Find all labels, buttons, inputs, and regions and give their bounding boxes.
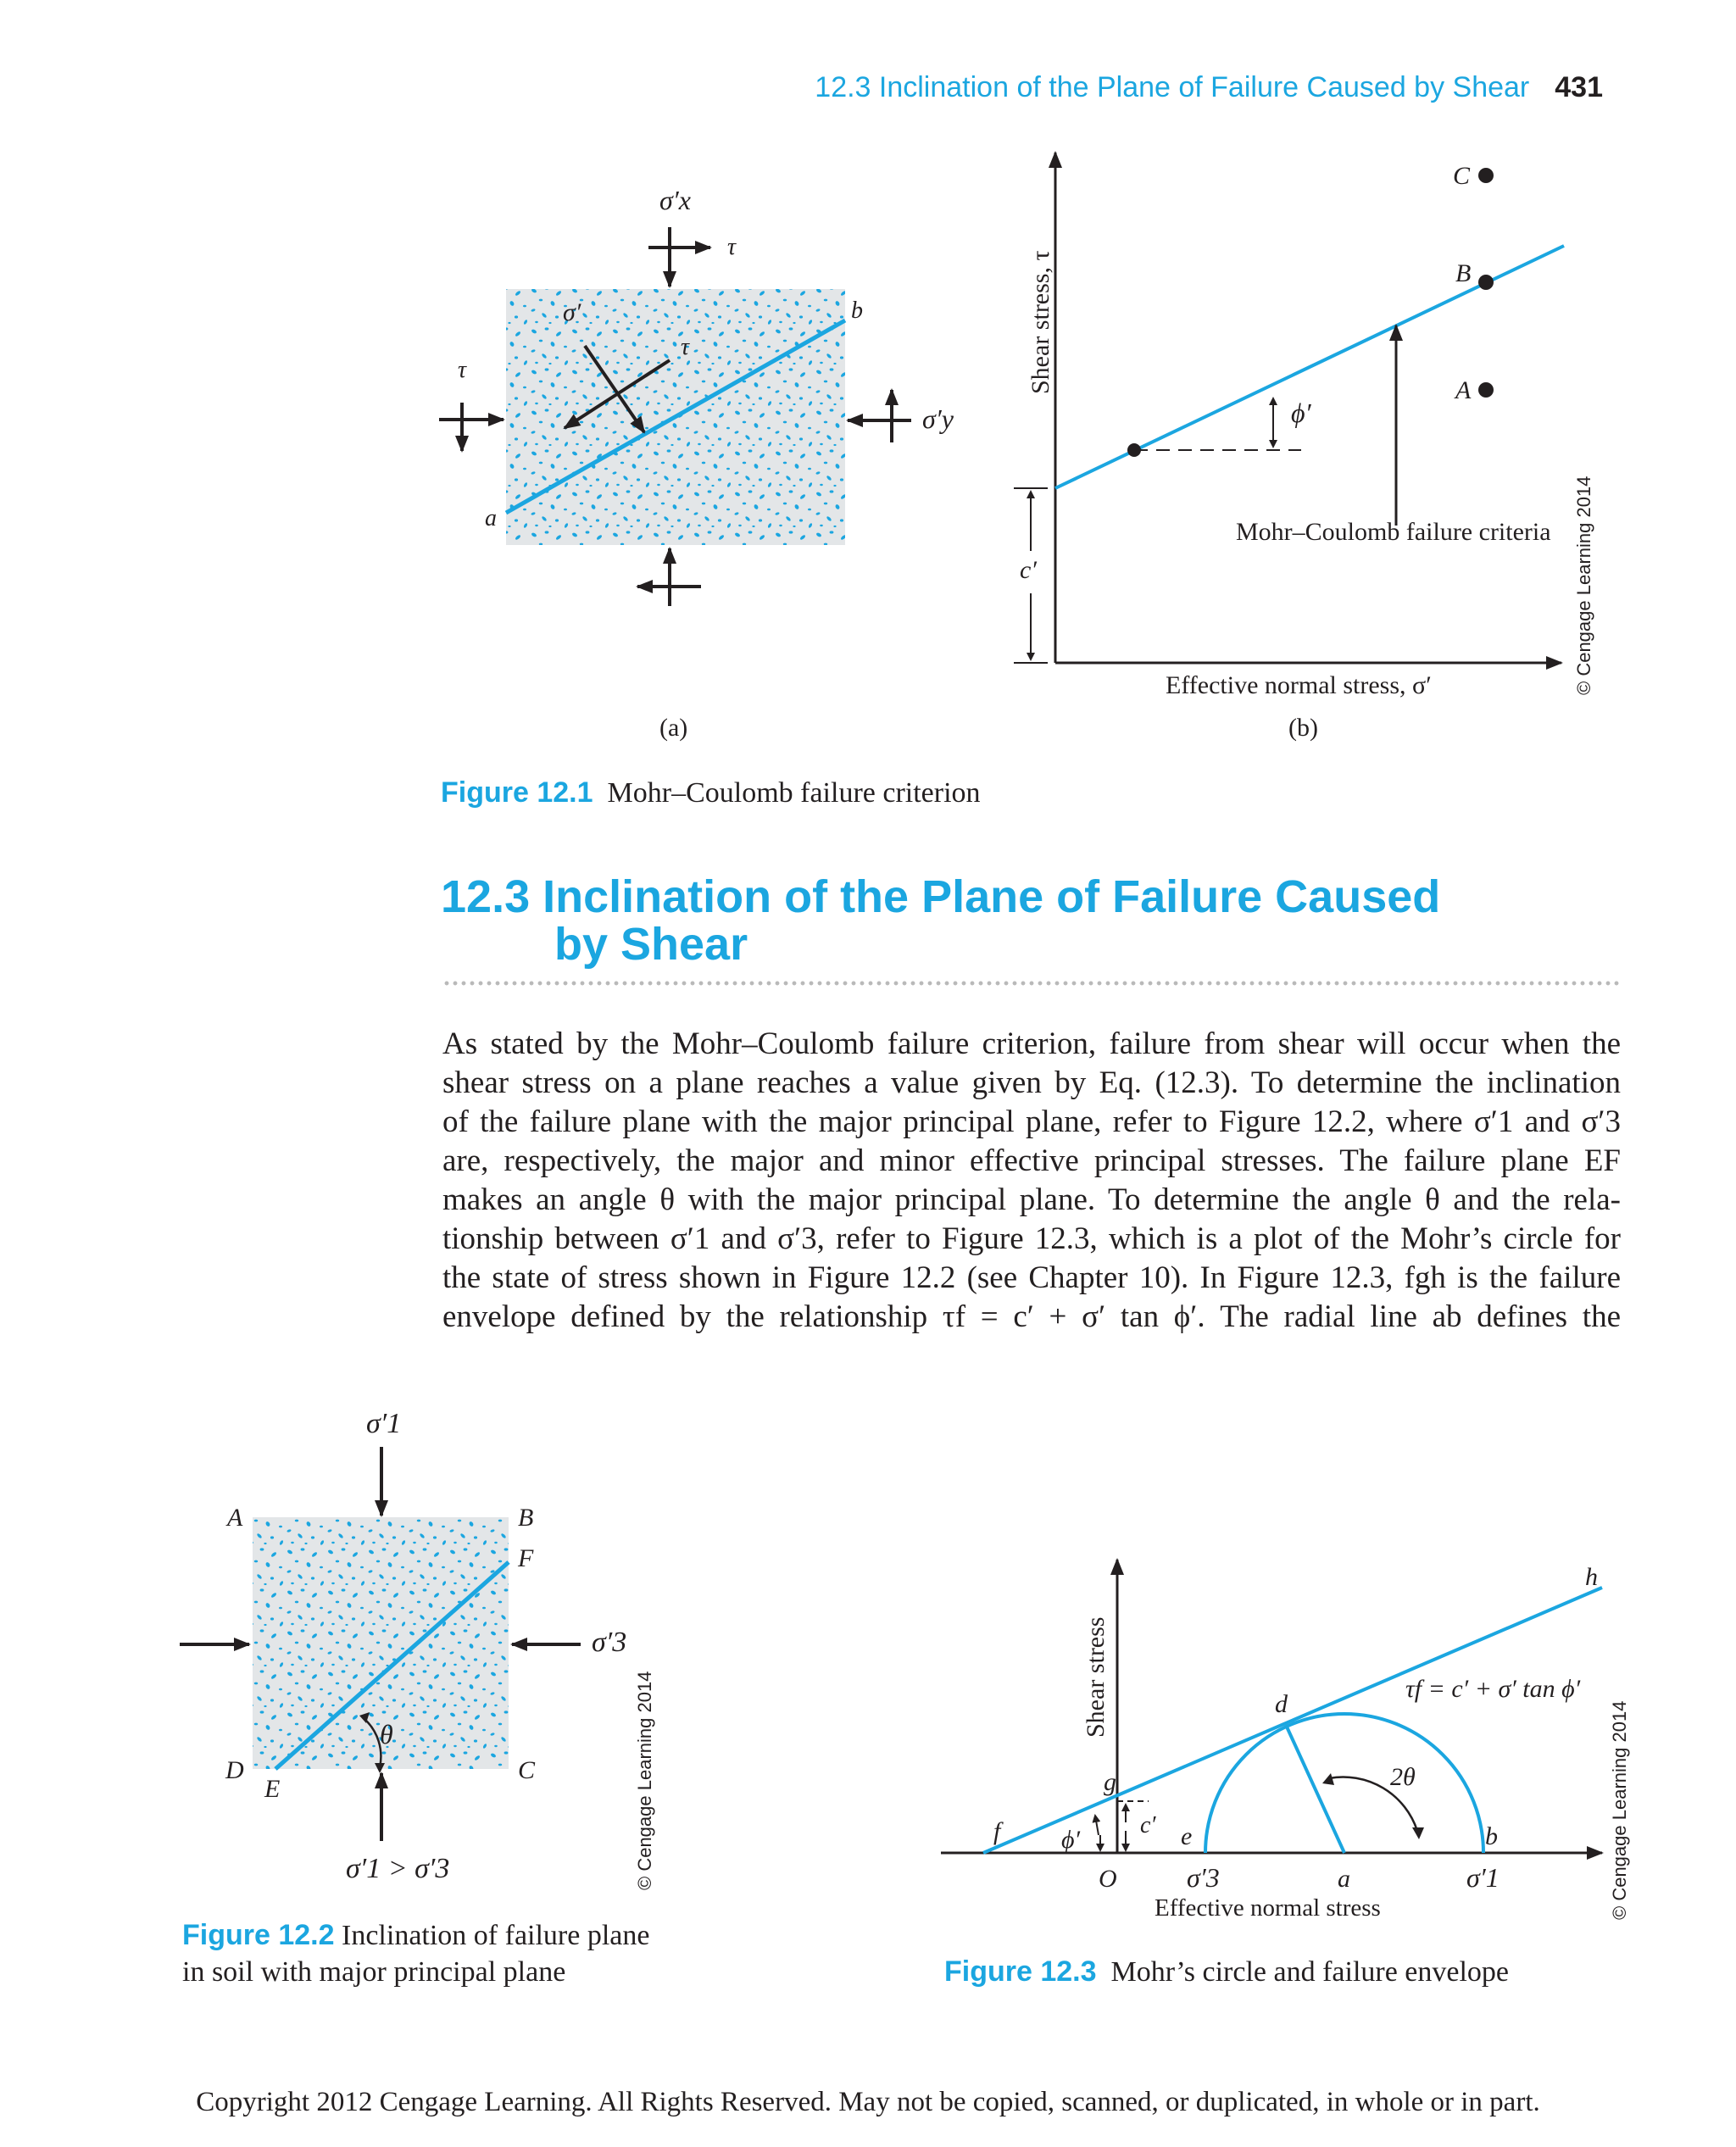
svg-text:B: B xyxy=(1455,259,1472,287)
origin-label: O xyxy=(1099,1865,1117,1893)
svg-text:C: C xyxy=(518,1756,536,1784)
running-head-title: 12.3 Inclination of the Plane of Failure Caused by Shear xyxy=(815,71,1530,103)
copyright-footer: Copyright 2012 Cengage Learning. All Rights Reserved. May not be copied, scanned, or duplicated, in whole or in part. xyxy=(196,2087,1540,2117)
theta-label: θ xyxy=(380,1719,393,1749)
credit-12-3: © Cengage Learning 2014 xyxy=(1609,1700,1630,1920)
credit-12-1: © Cengage Learning 2014 xyxy=(1573,476,1594,695)
svg-text:d: d xyxy=(1275,1690,1288,1718)
body-paragraph xyxy=(442,1025,1621,1337)
sigma-y-label: σ′y xyxy=(922,403,954,434)
fig-12-3-x-axis-label: Effective normal stress xyxy=(1155,1894,1381,1922)
svg-text:F: F xyxy=(518,1544,534,1572)
intercept-c-label: c′ xyxy=(1020,556,1037,584)
failure-envelope-fgh xyxy=(983,1588,1602,1853)
phi-label: ϕ′ xyxy=(1061,1826,1081,1854)
section-title-line2: by Shear xyxy=(554,919,748,970)
mohr-coulomb-line-label: Mohr–Coulomb failure criteria xyxy=(1236,518,1551,546)
panel-b-x-axis-label: Effective normal stress, σ′ xyxy=(1166,671,1432,699)
point-a-label: a xyxy=(485,505,497,531)
two-theta-label: 2θ xyxy=(1390,1763,1416,1791)
caption-text: in soil with major principal plane xyxy=(182,1956,566,1988)
caption-text: Mohr–Coulomb failure criterion xyxy=(607,777,981,809)
envelope-equation: τf = c′ + σ′ tan ϕ′ xyxy=(1405,1675,1581,1703)
caption-text: Inclination of failure plane xyxy=(342,1920,650,1951)
panel-b-label: (b) xyxy=(1288,714,1318,742)
phi-angle-label: ϕ′ xyxy=(1291,398,1311,428)
panel-a-label: (a) xyxy=(659,714,688,742)
sigma3-right-label: σ′3 xyxy=(592,1627,627,1658)
sigma3-axis-label: σ′3 xyxy=(1187,1862,1220,1893)
figure-12-3-caption xyxy=(944,1954,1509,1990)
svg-text:f: f xyxy=(993,1817,1001,1845)
svg-text:C: C xyxy=(1453,162,1471,190)
page-number: 431 xyxy=(1555,71,1603,103)
section-heading xyxy=(441,873,1628,968)
svg-text:A: A xyxy=(1455,376,1472,404)
panel-b-y-axis-label: Shear stress, τ xyxy=(1027,250,1054,394)
sigma-inner-label: σ′ xyxy=(563,298,581,326)
radial-line-ad xyxy=(1286,1725,1344,1853)
paragraph-line: shear stress on a plane reaches a value given by Eq. (12.3). To determine the inclination xyxy=(442,1065,1621,1100)
mohr-circle xyxy=(1205,1714,1483,1853)
sigma-x-label: σ′x xyxy=(659,185,691,215)
paragraph-line: are, respectively, the major and minor effective principal stresses. The failure plane EF xyxy=(442,1143,1621,1178)
svg-text:E: E xyxy=(264,1775,281,1803)
paragraph-line: the state of stress shown in Figure 12.2 (see Chapter 10). In Figure 12.3, fgh is the failure xyxy=(442,1260,1621,1295)
paragraph-line: envelope defined by the relationship τf = c′ + σ′ tan ϕ′. The radial line ab defines the xyxy=(442,1299,1621,1334)
point-A xyxy=(1478,382,1494,398)
caption-number: Figure 12.3 xyxy=(944,1955,1097,1988)
figure-12-2-caption xyxy=(182,1917,649,1990)
point-B xyxy=(1478,275,1494,290)
caption-number: Figure 12.1 xyxy=(441,776,593,809)
svg-text:B: B xyxy=(518,1504,534,1532)
paragraph-line: As stated by the Mohr–Coulomb failure criterion, failure from shear will occur when the xyxy=(442,1026,1621,1061)
svg-text:h: h xyxy=(1585,1563,1598,1591)
tau-left-label: τ xyxy=(458,357,467,383)
point-C xyxy=(1478,168,1494,183)
svg-text:b: b xyxy=(1485,1822,1498,1850)
c-label: c′ xyxy=(1140,1812,1156,1838)
svg-text:A: A xyxy=(227,1504,243,1532)
credit-12-2: © Cengage Learning 2014 xyxy=(634,1671,655,1890)
point-b-label: b xyxy=(851,298,863,324)
svg-text:e: e xyxy=(1181,1822,1193,1850)
svg-text:g: g xyxy=(1104,1768,1116,1796)
section-title-line1: 12.3 Inclination of the Plane of Failure Caused xyxy=(441,871,1441,922)
condition-label: σ′1 > σ′3 xyxy=(346,1853,450,1884)
sigma1-top-label: σ′1 xyxy=(366,1408,402,1439)
tau-top-label: τ xyxy=(727,234,737,260)
fig-12-3-y-axis-label: Shear stress xyxy=(1082,1616,1110,1738)
svg-text:D: D xyxy=(225,1756,244,1784)
paragraph-line: makes an angle θ with the major principal plane. To determine the angle θ and the rela- xyxy=(442,1182,1621,1217)
tau-inner-label: τ xyxy=(681,334,690,360)
caption-number: Figure 12.2 xyxy=(182,1919,335,1951)
paragraph-line: tionship between σ′1 and σ′3, refer to Figure 12.3, which is a plot of the Mohr’s circle for xyxy=(442,1221,1621,1256)
paragraph-line: of the failure plane with the major principal plane, refer to Figure 12.2, where σ′1 and σ′3 xyxy=(442,1104,1621,1139)
svg-text:a: a xyxy=(1338,1865,1350,1893)
figure-12-1 xyxy=(0,0,1736,763)
section-divider xyxy=(442,981,1621,986)
sigma1-axis-label: σ′1 xyxy=(1466,1862,1500,1893)
caption-text: Mohr’s circle and failure envelope xyxy=(1110,1956,1510,1988)
figure-12-1-caption xyxy=(441,775,981,811)
